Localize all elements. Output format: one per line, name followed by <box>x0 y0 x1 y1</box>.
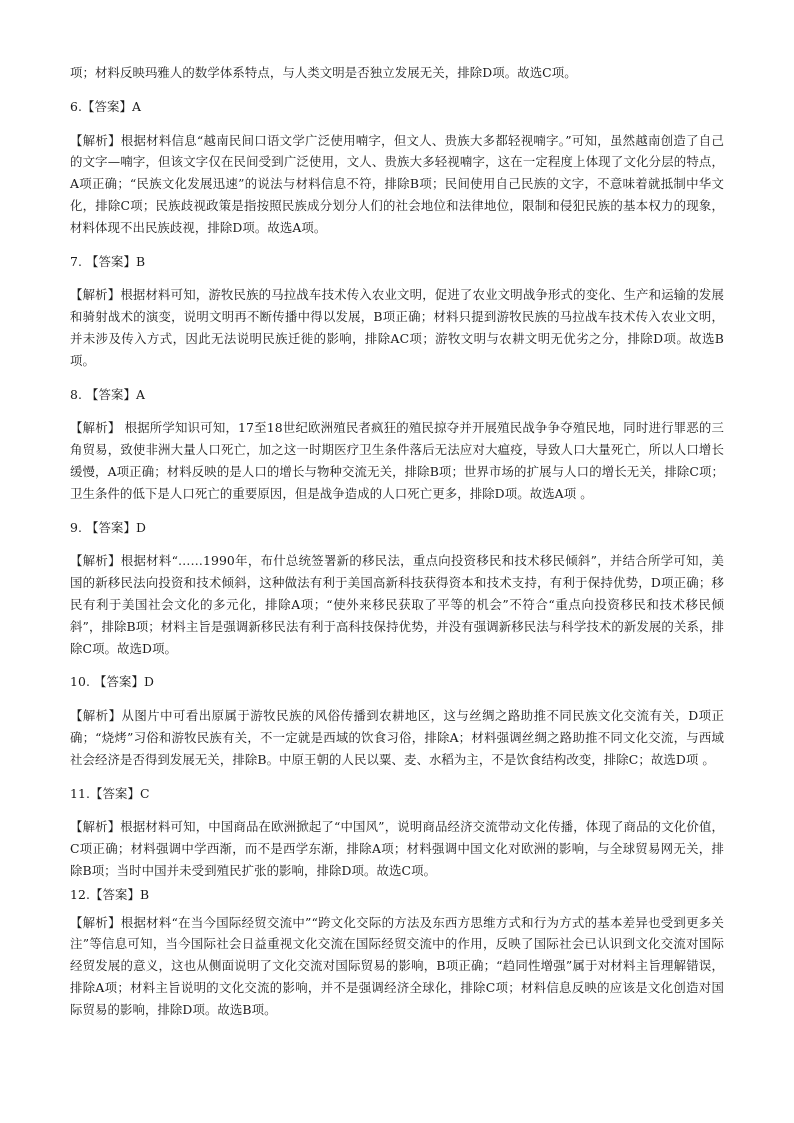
document-page <box>70 62 724 1020</box>
explanation-11: 【解析】根据材料可知，中国商品在欧洲掀起了“中国风”，说明商品经济交流带动文化传播，体现了商品的文化价值，C项正确；材料强调中学西渐，而不是西学东渐，排除A项；材料强调中国文化对欧洲的影响，与全球贸易网无关，排除B项；当时中国并未受到殖民扩张的影响，排除D项。故选C项。 <box>70 819 724 878</box>
explanation-8: 【解析】 根据所学知识可知，17至18世纪欧洲殖民者疯狂的殖民掠夺并开展殖民战争争夺殖民地，同时进行罪恶的三角贸易，致使非洲大量人口死亡，加之这一时期医疗卫生条件落后无法应对大瘟疫，导致人口大量死亡，所以人口增长缓慢，A项正确；材料反映的是人口的增长与物种交流无关，排除B项；世界市场的扩展与人口的增长无关，排除C项；卫生条件的低下是人口死亡的重要原因，但是战争造成的人口死亡更多，排除D项。故选A项 。 <box>70 420 724 501</box>
answer-11: 11.【答案】C <box>70 785 150 801</box>
answer-6: 6.【答案】A <box>70 98 142 114</box>
explanation-12: 【解析】根据材料“在当今国际经贸交流中”“跨文化交际的方法及东西方思维方式和行为方式的基本差异也受到更多关注”等信息可知，当今国际社会日益重视文化交流在国际经贸交流中的作用，反映了国际社会已认识到文化交流对国际经贸发展的意义，这也从侧面说明了文化交流对国际贸易的影响，B项正确；“趋同性增强”属于对材料主旨理解错误，排除A项；材料主旨说明的文化交流的影响，并不是强调经济全球化，排除C项；材料信息反映的应该是文化创造对国际贸易的影响，排除D项。故选B项。 <box>70 914 724 1017</box>
answer-10: 10. 【答案】D <box>70 674 155 690</box>
explanation-5-tail: 项；材料反映玛雅人的数学体系特点，与人类文明是否独立发展无关，排除D项。故选C项。 <box>70 65 577 80</box>
answer-9: 9. 【答案】D <box>70 519 147 535</box>
explanation-7: 【解析】根据材料可知，游牧民族的马拉战车技术传入农业文明，促进了农业文明战争形式的变化、生产和运输的发展和骑射战术的演变，说明文明再不断传播中得以发展，B项正确；材料只提到游牧民族的马拉战车技术传入农业文明，并未涉及传入方式，因此无法说明民族迁徙的影响，排除AC项；游牧文明与农耕文明无优劣之分，排除D项。故选B项。 <box>70 287 724 368</box>
answer-7: 7. 【答案】B <box>70 253 146 269</box>
answer-8: 8. 【答案】A <box>70 386 146 402</box>
answer-12: 12.【答案】B <box>70 886 150 902</box>
explanation-10: 【解析】从图片中可看出原属于游牧民族的风俗传播到农耕地区，这与丝绸之路助推不同民族文化交流有关，D项正确；“烧烤”习俗和游牧民族有关，不一定就是西域的饮食习俗，排除A；材料强调丝绸之路助推不同文化交流，与西域社会经济是否得到发展无关，排除B。中原王朝的人民以粟、麦、水稻为主，不是饮食结构改变，排除C；故选D项 。 <box>70 708 724 767</box>
explanation-9: 【解析】根据材料“……1990年，布什总统签署新的移民法，重点向投资移民和技术移民倾斜”，并结合所学可知，美国的新移民法向投资和技术倾斜，这种做法有利于美国高新科技获得资本和技术支持，有利于保持优势，D项正确；移民有利于美国社会文化的多元化，排除A项；“使外来移民获取了平等的机会”不符合“重点向投资移民和技术移民倾斜”，排除B项；材料主旨是强调新移民法有利于高科技保持优势，并没有强调新移民法与科学技术的新发展的关系，排除C项。故选D项。 <box>70 553 724 656</box>
explanation-6: 【解析】根据材料信息“越南民间口语文学广泛使用喃字，但文人、贵族大多都轻视喃字。”可知，虽然越南创造了自己的文字—喃字，但该文字仅在民间受到广泛使用，文人、贵族大多轻视喃字，这在一定程度上体现了文化分层的特点，A项正确；“民族文化发展迅速”的说法与材料信息不符，排除B项；民间使用自己民族的文字，不意味着就抵制中华文化，排除C项；民族歧视政策是指按照民族成分划分人们的社会地位和法律地位，限制和侵犯民族的基本权力的现象，材料体现不出民族歧视，排除D项。故选A项。 <box>70 132 724 235</box>
